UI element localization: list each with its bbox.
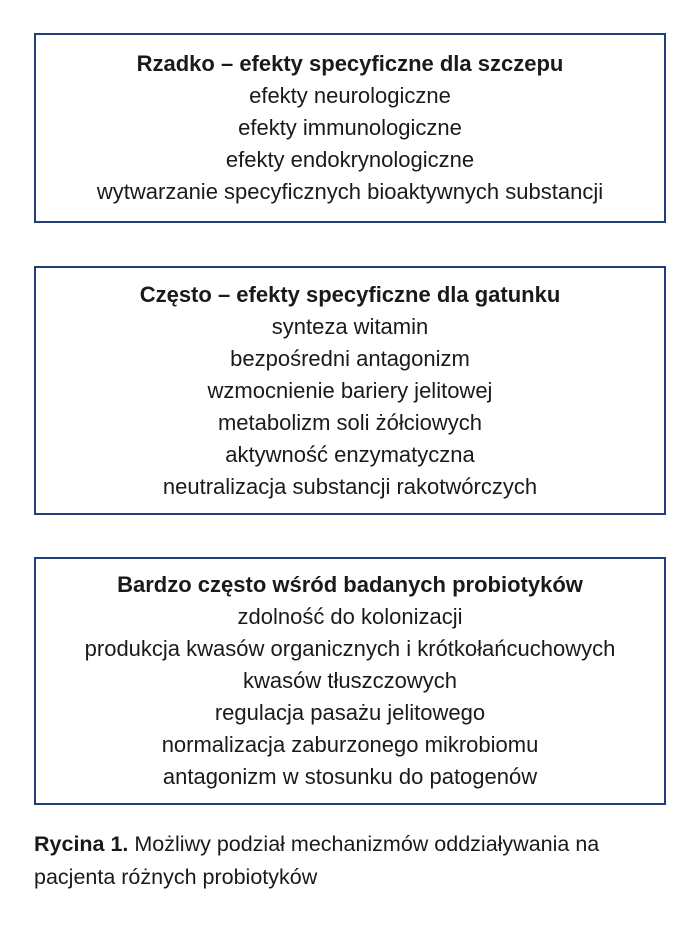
caption-label: Rycina 1. bbox=[34, 832, 129, 856]
box-title: Bardzo często wśród badanych probiotyków bbox=[117, 572, 583, 597]
box-line: efekty neurologiczne bbox=[249, 83, 451, 108]
caption-text: Możliwy podział mechanizmów oddziaływania na pacjenta różnych probiotyków bbox=[34, 832, 600, 889]
box-line: produkcja kwasów organicznych i krótkołańcuchowych bbox=[84, 636, 616, 661]
box-line: aktywność enzymatyczna bbox=[225, 441, 475, 467]
box-line: wytwarzanie specyficznych bioaktywnych substancji bbox=[96, 179, 604, 204]
box-line: kwasów tłuszczowych bbox=[243, 668, 457, 693]
box-line: efekty endokrynologiczne bbox=[225, 147, 475, 172]
box-species-specific bbox=[34, 266, 666, 515]
box-common-probiotics bbox=[34, 557, 666, 805]
box-line: antagonizm w stosunku do patogenów bbox=[162, 764, 538, 789]
box-line: neutralizacja substancji rakotwórczych bbox=[162, 473, 538, 499]
box-line: wzmocnienie bariery jelitowej bbox=[207, 377, 493, 403]
box-line: bezpośredni antagonizm bbox=[230, 345, 470, 371]
box-line: efekty immunologiczne bbox=[238, 115, 462, 140]
box-line: regulacja pasażu jelitowego bbox=[214, 700, 486, 725]
box-title: Często – efekty specyficzne dla gatunku bbox=[139, 281, 561, 307]
box-title: Rzadko – efekty specyficzne dla szczepu bbox=[136, 51, 564, 76]
box-strain-specific bbox=[34, 33, 666, 223]
box-line: metabolizm soli żółciowych bbox=[217, 409, 483, 435]
box-line: normalizacja zaburzonego mikrobiomu bbox=[161, 732, 539, 757]
box-line: zdolność do kolonizacji bbox=[237, 604, 463, 629]
figure-caption bbox=[34, 828, 674, 894]
box-line: synteza witamin bbox=[271, 313, 429, 339]
